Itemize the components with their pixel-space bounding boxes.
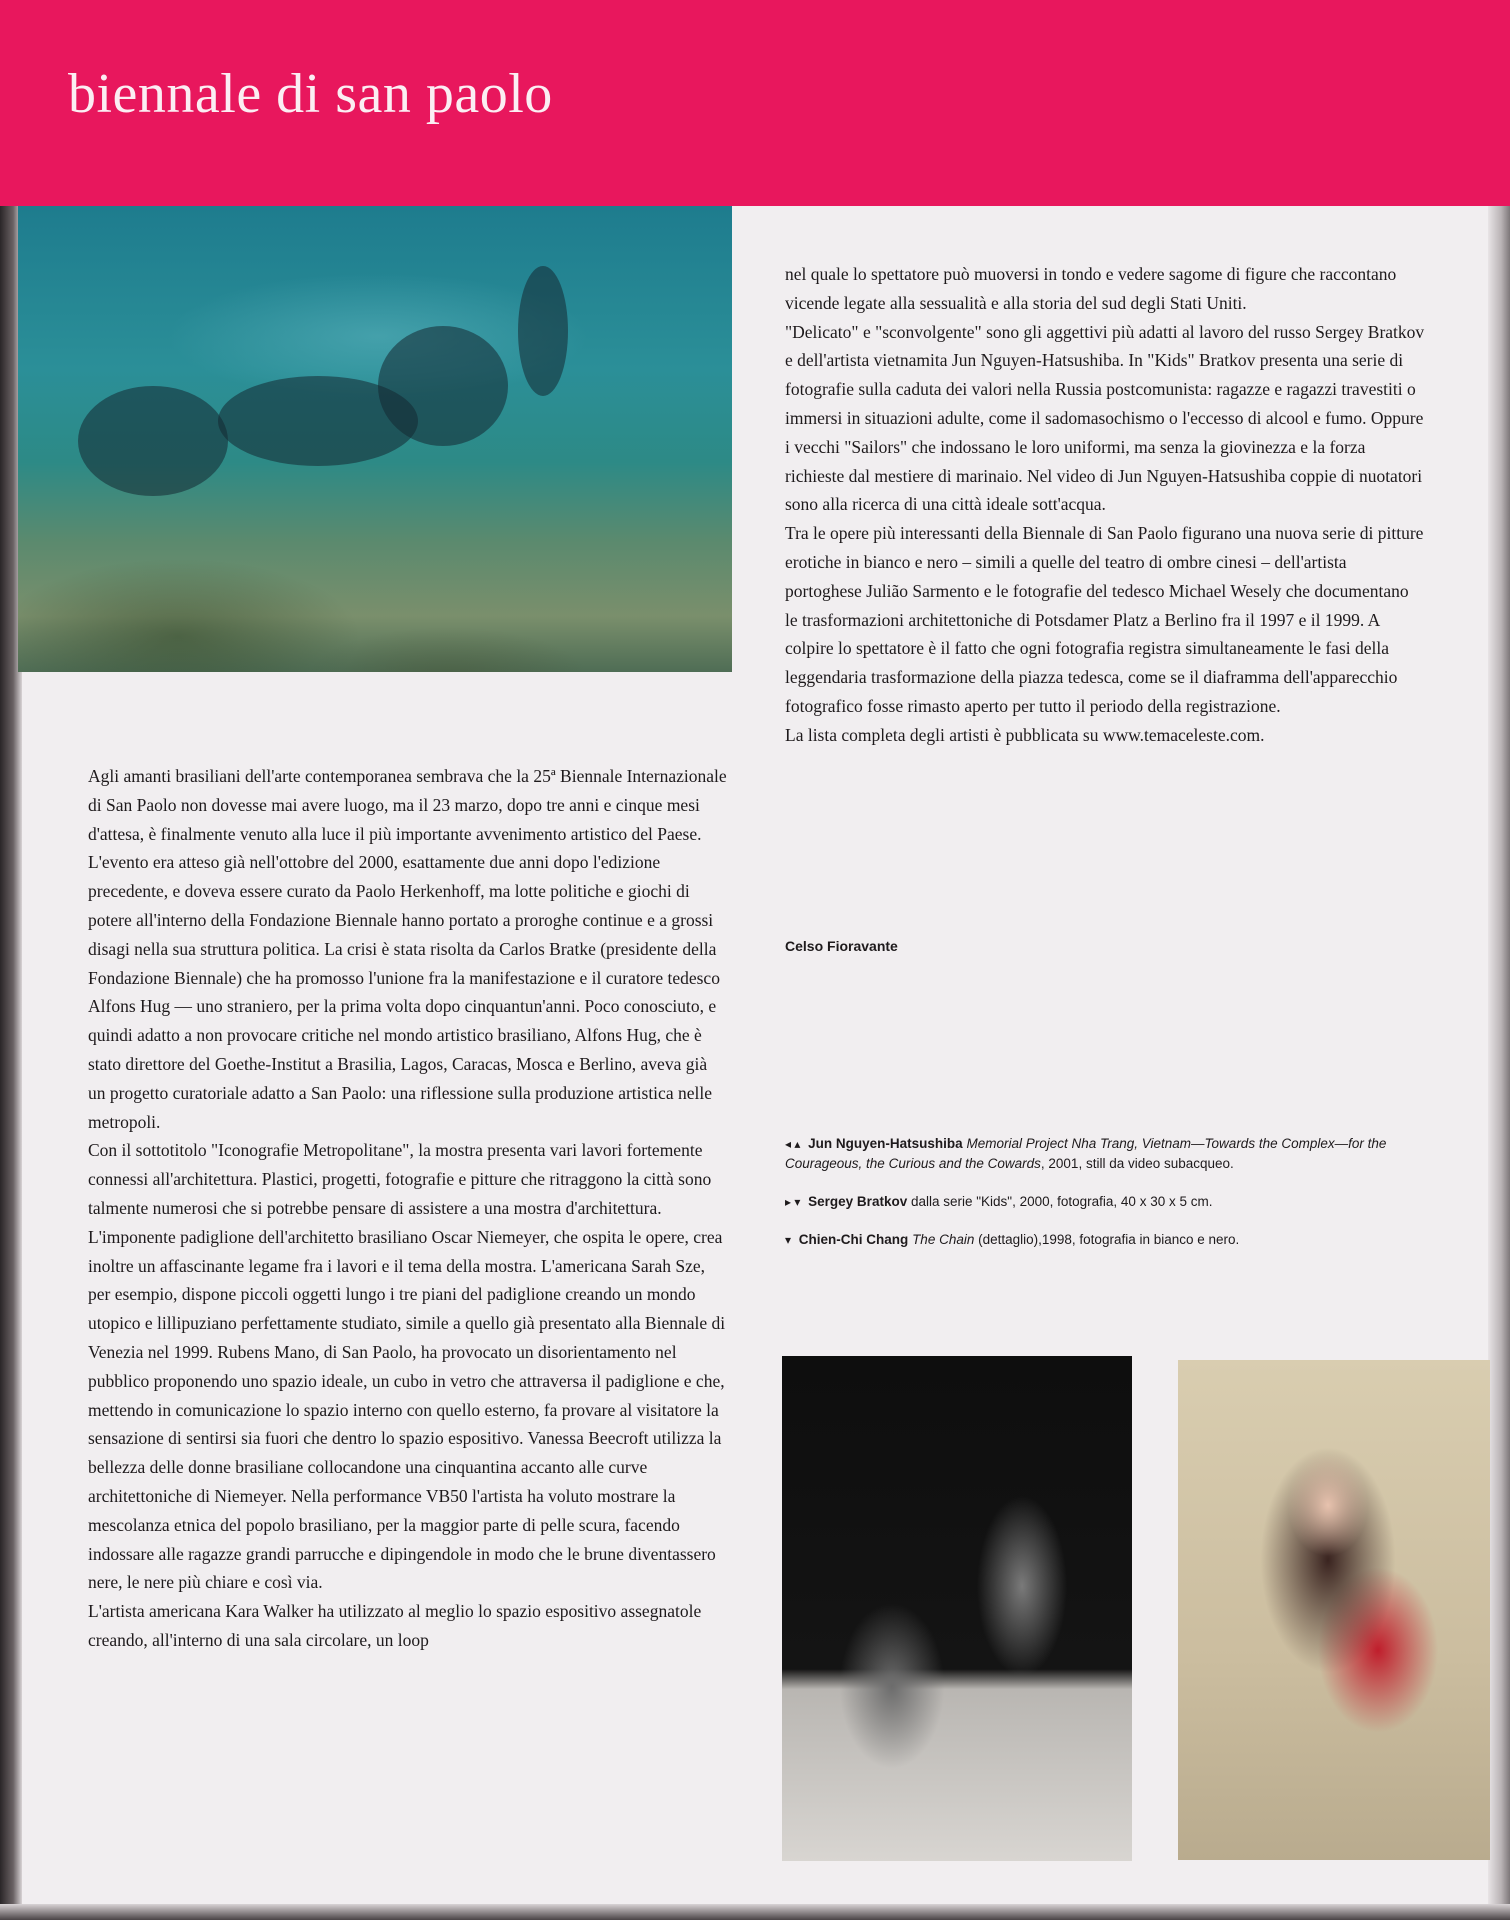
- header-band: [0, 0, 1510, 206]
- photo-the-chain: [782, 1356, 1132, 1861]
- page-edge-right: [1488, 0, 1510, 1920]
- caption-title: Memorial Project Nha Trang, Vietnam—Towards the Complex—for the Courageous, the Curious and the Cowards: [785, 1136, 1387, 1171]
- arrow-right-down-icon: ▸ ▾: [785, 1195, 801, 1209]
- photo-underwater-still: [18, 206, 732, 672]
- caption-details: (dettaglio),1998, fotografia in bianco e nero.: [974, 1232, 1240, 1247]
- paragraph: L'artista americana Kara Walker ha utilizzato al meglio lo spazio espositivo assegnatole creando, all'interno di una sala circolare, un loop: [88, 1601, 702, 1650]
- article-column-right: [785, 260, 1425, 750]
- page-title: biennale di san paolo: [68, 63, 553, 125]
- paragraph: Agli amanti brasiliani dell'arte contemporanea sembrava che la 25ª Biennale Internazionale di San Paolo non dovesse mai avere luogo, ma il 23 marzo, dopo tre anni e cinque mesi d'attesa, è finalmente venuto alla luce il più importante avvenimento artistico del Paese.: [88, 766, 727, 844]
- paragraph: "Delicato" e "sconvolgente" sono gli aggettivi più adatti al lavoro del russo Sergey Bratkov e dell'artista vietnamita Jun Nguyen-Hatsushiba. In "Kids" Bratkov presenta una serie di fotografie sulla caduta dei valori nella Russia postcomunista: ragazze e ragazzi travestiti o immersi in situazioni adulte, come il sadomasochismo o l'eccesso di alcool e fumo. Oppure i vecchi "Sailors" che indossano le loro uniformi, ma senza la giovinezza e la forza richieste dal mestiere di marinaio. Nel video di Jun Nguyen-Hatsushiba coppie di nuotatori sono alla ricerca di una città ideale sott'acqua.: [785, 321, 1425, 515]
- caption-title: The Chain: [912, 1232, 975, 1247]
- page-edge-bottom: [0, 1904, 1510, 1920]
- paragraph: Tra le opere più interessanti della Biennale di San Paolo figurano una nuova serie di pitture erotiche in bianco e nero – simili a quelle del teatro di ombre cinesi – dell'artista portoghese Julião Sarmento e le fotografie del tedesco Michael Wesely che documentano le trasformazioni architettoniche di Potsdamer Platz a Berlino fra il 1997 e il 1999. A colpire lo spettatore è il fatto che ogni fotografia registra simultaneamente le fasi della leggendaria trasformazione della piazza tedesca, come se il diaframma dell'apparecchio fotografico fosse rimasto aperto per tutto il periodo della registrazione.: [785, 523, 1424, 716]
- caption-details: , 2001, still da video subacqueo.: [1040, 1156, 1234, 1171]
- photo-figure: [78, 386, 228, 496]
- photo-figure: [518, 266, 568, 396]
- arrow-down-icon: ▾: [785, 1233, 792, 1247]
- caption: [785, 1230, 1425, 1250]
- caption: [785, 1192, 1425, 1212]
- author-signature: Celso Fioravante: [785, 938, 898, 954]
- photo-figure: [378, 326, 508, 446]
- paragraph: L'evento era atteso già nell'ottobre del 2000, esattamente due anni dopo l'edizione precedente, e doveva essere curato da Paolo Herkenhoff, ma lotte politiche e giochi di potere all'interno della Fondazione Biennale hanno portato a proroghe continue e a grossi disagi nella sua struttura politica. La crisi è stata risolta da Carlos Bratke (presidente della Fondazione Biennale) che ha promosso l'unione fra la manifestazione e il curatore tedesco Alfons Hug — uno straniero, per la prima volta dopo cinquantun'anni. Poco conosciuto, e quindi adatto a non provocare critiche nel mondo artistico brasiliano, Alfons Hug, che è stato direttore del Goethe-Institut a Brasilia, Lagos, Caracas, Mosca e Berlino, aveva già un progetto curatoriale adatto a San Paolo: una riflessione sulla produzione artistica nelle metropoli.: [88, 852, 720, 1132]
- paragraph: La lista completa degli artisti è pubblicata su www.temaceleste.com.: [785, 724, 1265, 745]
- paragraph: nel quale lo spettatore può muoversi in tondo e vedere sagome di figure che raccontano vicende legate alla sessualità e alla storia del sud degli Stati Uniti.: [785, 264, 1397, 313]
- arrow-left-up-icon: ◂ ▴: [785, 1137, 801, 1151]
- caption-artist: Jun Nguyen-Hatsushiba: [808, 1136, 963, 1151]
- caption-details: dalla serie "Kids", 2000, fotografia, 40 x 30 x 5 cm.: [907, 1194, 1213, 1209]
- paragraph: Con il sottotitolo "Iconografie Metropolitane", la mostra presenta vari lavori fortemente connessi all'architettura. Plastici, progetti, fotografie e pitture che ritraggono la città sono talmente numerosi che si potrebbe pensare di assistere a una mostra d'architettura. L'imponente padiglione dell'architetto brasiliano Oscar Niemeyer, che ospita le opere, crea inoltre un affascinante legame fra i lavori e il tema della mostra. L'americana Sarah Sze, per esempio, dispone piccoli oggetti lungo i tre piani del padiglione creando un mondo utopico e lillipuziano perfettamente studiato, simile a quello già presentato alla Biennale di Venezia nel 1999. Rubens Mano, di San Paolo, ha provocato un disorientamento nel pubblico proponendo uno spazio ideale, un cubo in vetro che attraversa il padiglione e che, mettendo in comunicazione lo spazio interno con quello esterno, fa provare al visitatore la sensazione di sentirsi sia fuori che dentro lo spazio espositivo. Vanessa Beecroft utilizza la bellezza delle donne brasiliane collocandone una cinquantina accanto alle curve architettoniche di Niemeyer. Nella performance VB50 l'artista ha voluto mostrare la mescolanza etnica del popolo brasiliano, per la maggior parte di pelle scura, facendo indossare alle ragazze grandi parrucche e dipingendole in modo che le brune diventassero nere, le nere più chiare e così via.: [88, 1140, 726, 1593]
- caption: [785, 1134, 1425, 1174]
- photo-captions: [785, 1134, 1425, 1268]
- photo-kids-portrait: [1178, 1360, 1490, 1860]
- article-column-left: [88, 762, 728, 1655]
- caption-artist: Sergey Bratkov: [808, 1194, 908, 1209]
- caption-artist: Chien-Chi Chang: [798, 1232, 909, 1247]
